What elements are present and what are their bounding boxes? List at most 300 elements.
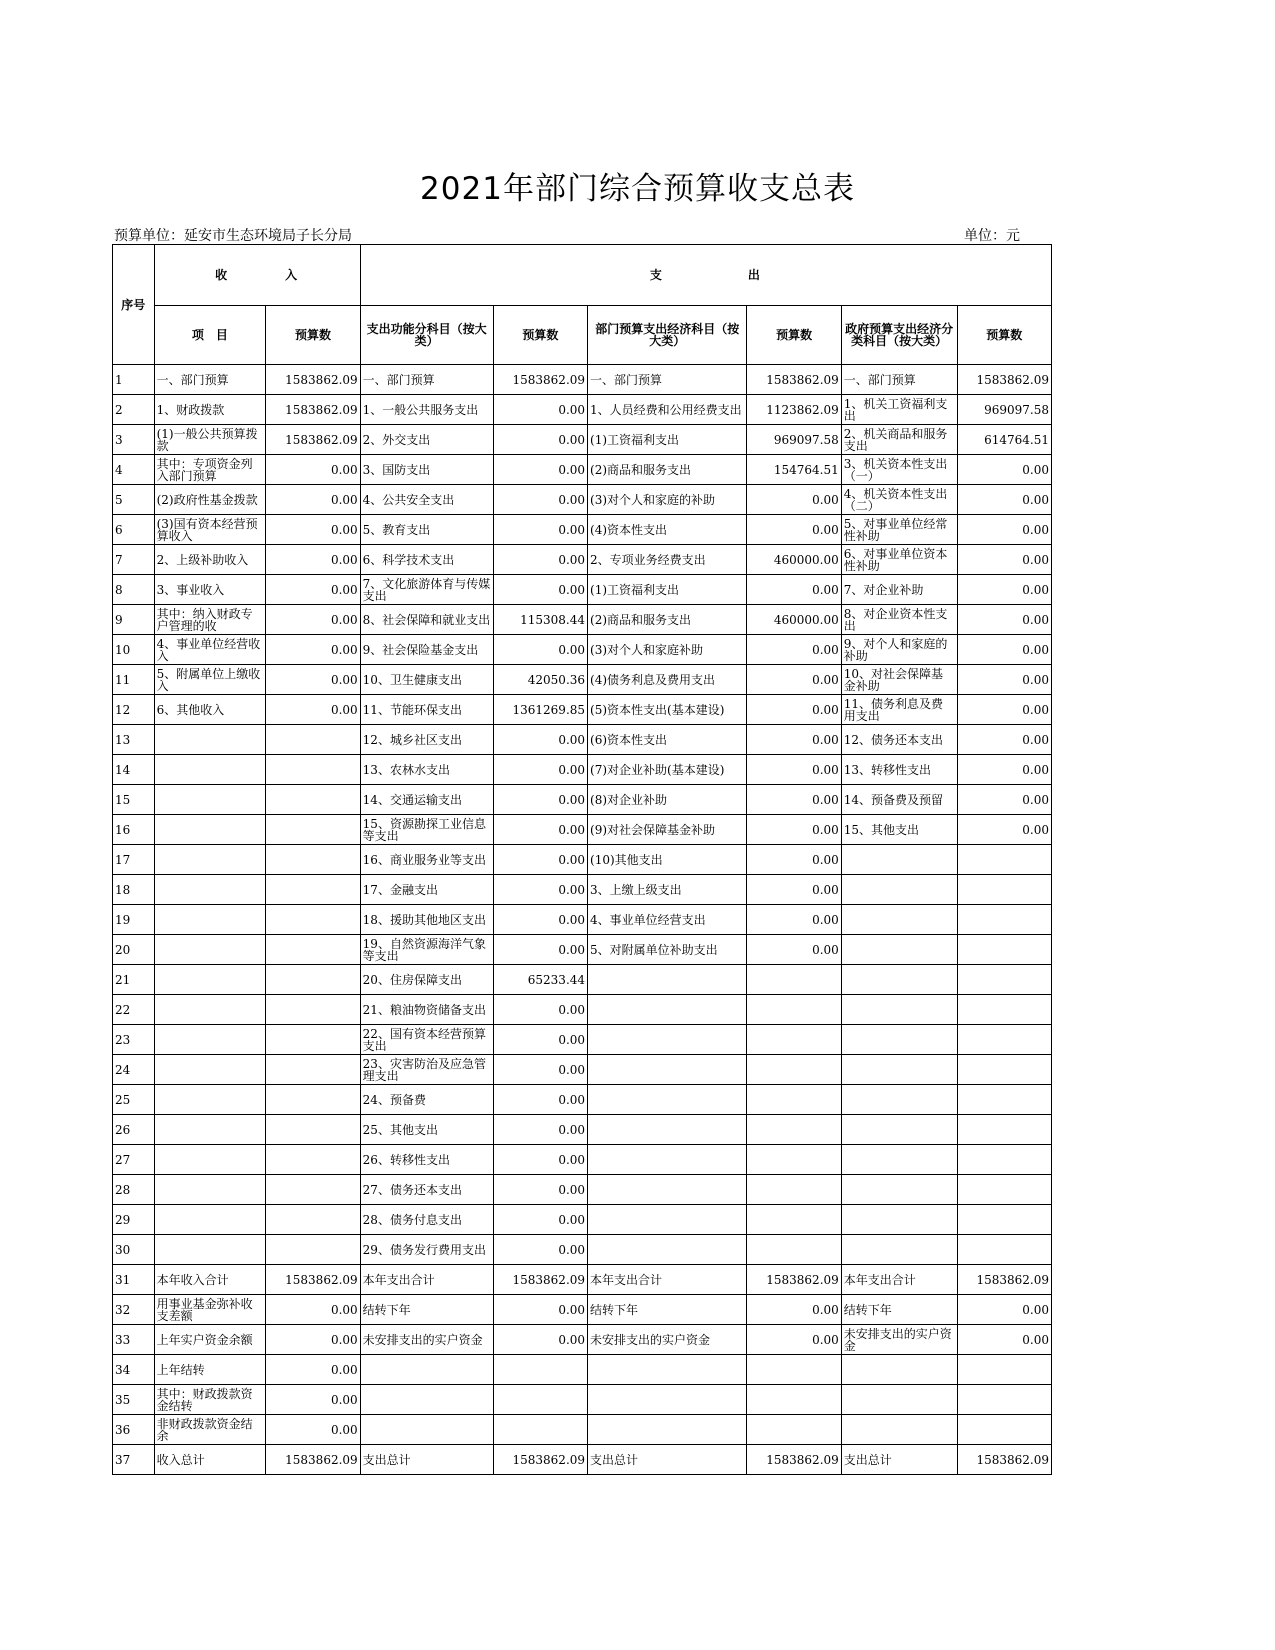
dept-item-cell: 5、对附属单位补助支出	[588, 935, 747, 965]
func-budget-cell: 0.00	[493, 575, 587, 605]
gov-budget-cell	[957, 1025, 1052, 1055]
gov-item-cell	[841, 845, 957, 875]
gov-budget-cell	[957, 965, 1052, 995]
dept-budget-cell: 460000.00	[747, 605, 841, 635]
dept-item-cell	[588, 995, 747, 1025]
gov-budget-cell: 0.00	[957, 1325, 1052, 1355]
row-seq-cell: 4	[113, 455, 155, 485]
dept-item-cell: (8)对企业补助	[588, 785, 747, 815]
row-seq-cell: 5	[113, 485, 155, 515]
income-item-cell	[154, 755, 266, 785]
func-budget-cell: 0.00	[493, 785, 587, 815]
dept-item-cell: (4)债务利息及费用支出	[588, 665, 747, 695]
dept-budget-cell: 0.00	[747, 1325, 841, 1355]
gov-item-cell: 4、机关资本性支出（二）	[841, 485, 957, 515]
dept-item-cell: 未安排支出的实户资金	[588, 1325, 747, 1355]
gov-budget-cell: 0.00	[957, 755, 1052, 785]
func-budget-cell: 0.00	[493, 725, 587, 755]
gov-budget-cell: 0.00	[957, 605, 1052, 635]
gov-item-cell: 支出总计	[841, 1445, 957, 1475]
table-row	[113, 1145, 1052, 1175]
income-item-cell: 本年收入合计	[154, 1265, 266, 1295]
dept-item-cell: 4、事业单位经营支出	[588, 905, 747, 935]
dept-budget-cell: 0.00	[747, 485, 841, 515]
dept-item-cell: (10)其他支出	[588, 845, 747, 875]
dept-item-cell: 1、人员经费和公用经费支出	[588, 395, 747, 425]
dept-item-cell	[588, 1055, 747, 1085]
row-seq-cell: 31	[113, 1265, 155, 1295]
row-seq-cell: 2	[113, 395, 155, 425]
func-budget-cell: 0.00	[493, 815, 587, 845]
func-budget-cell: 1583862.09	[493, 1445, 587, 1475]
gov-item-cell: 8、对企业资本性支出	[841, 605, 957, 635]
dept-budget-cell: 0.00	[747, 515, 841, 545]
row-seq-cell: 3	[113, 425, 155, 455]
gov-budget-cell: 1583862.09	[957, 365, 1052, 395]
dept-item-cell: (1)工资福利支出	[588, 575, 747, 605]
income-budget-cell: 0.00	[266, 695, 360, 725]
func-item-cell: 2、外交支出	[360, 425, 493, 455]
income-item-cell: 1、财政拨款	[154, 395, 266, 425]
gov-budget-cell: 0.00	[957, 815, 1052, 845]
func-item-cell: 15、资源勘探工业信息等支出	[360, 815, 493, 845]
income-budget-cell	[266, 935, 360, 965]
row-seq-cell: 21	[113, 965, 155, 995]
table-row	[113, 1055, 1052, 1085]
func-item-cell: 14、交通运输支出	[360, 785, 493, 815]
func-item-cell: 5、教育支出	[360, 515, 493, 545]
dept-item-cell: 2、专项业务经费支出	[588, 545, 747, 575]
row-seq-cell: 10	[113, 635, 155, 665]
func-budget-cell: 1361269.85	[493, 695, 587, 725]
dept-budget-cell	[747, 1145, 841, 1175]
dept-budget-cell: 0.00	[747, 1295, 841, 1325]
currency-unit-label: 单位：元	[964, 228, 1020, 244]
dept-item-cell: 结转下年	[588, 1295, 747, 1325]
dept-item-cell: (3)对个人和家庭补助	[588, 635, 747, 665]
row-seq-cell: 23	[113, 1025, 155, 1055]
income-item-cell: 用事业基金弥补收支差额	[154, 1295, 266, 1325]
income-item-cell	[154, 1175, 266, 1205]
page-title: 2021年部门综合预算收支总表	[420, 171, 855, 207]
dept-item-cell	[588, 1235, 747, 1265]
func-item-cell: 20、住房保障支出	[360, 965, 493, 995]
gov-budget-cell: 969097.58	[957, 395, 1052, 425]
dept-budget-cell: 0.00	[747, 815, 841, 845]
gov-budget-cell	[957, 1385, 1052, 1415]
row-seq-cell: 26	[113, 1115, 155, 1145]
dept-budget-cell	[747, 965, 841, 995]
row-seq-cell: 24	[113, 1055, 155, 1085]
income-item-cell	[154, 995, 266, 1025]
func-budget-header: 预算数	[493, 306, 587, 365]
dept-budget-cell: 1583862.09	[747, 365, 841, 395]
dept-item-cell: 本年支出合计	[588, 1265, 747, 1295]
income-budget-cell	[266, 965, 360, 995]
income-item-cell: 上年实户资金余额	[154, 1325, 266, 1355]
func-budget-cell	[493, 1415, 587, 1445]
income-item-cell	[154, 1235, 266, 1265]
gov-budget-cell: 1583862.09	[957, 1445, 1052, 1475]
table-row	[113, 665, 1052, 695]
gov-item-cell: 13、转移性支出	[841, 755, 957, 785]
func-item-cell: 12、城乡社区支出	[360, 725, 493, 755]
func-budget-cell: 1583862.09	[493, 365, 587, 395]
gov-budget-cell: 0.00	[957, 785, 1052, 815]
gov-budget-cell	[957, 935, 1052, 965]
func-item-cell: 9、社会保险基金支出	[360, 635, 493, 665]
income-budget-cell: 0.00	[266, 575, 360, 605]
dept-item-cell	[588, 1385, 747, 1415]
func-budget-cell: 0.00	[493, 875, 587, 905]
gov-item-cell	[841, 1115, 957, 1145]
dept-budget-cell	[747, 1055, 841, 1085]
dept-budget-cell: 0.00	[747, 635, 841, 665]
table-row	[113, 485, 1052, 515]
income-item-cell	[154, 965, 266, 995]
income-budget-cell: 1583862.09	[266, 365, 360, 395]
dept-budget-cell: 1583862.09	[747, 1265, 841, 1295]
income-item-cell: (2)政府性基金拨款	[154, 485, 266, 515]
dept-budget-cell	[747, 995, 841, 1025]
dept-budget-cell: 0.00	[747, 725, 841, 755]
income-item-cell	[154, 1055, 266, 1085]
dept-item-cell: (4)资本性支出	[588, 515, 747, 545]
dept-item-cell: 支出总计	[588, 1445, 747, 1475]
func-budget-cell: 0.00	[493, 995, 587, 1025]
dept-item-cell: (2)商品和服务支出	[588, 455, 747, 485]
income-budget-cell	[266, 1025, 360, 1055]
gov-budget-cell: 0.00	[957, 455, 1052, 485]
income-budget-cell: 0.00	[266, 1385, 360, 1415]
table-row	[113, 1445, 1052, 1475]
gov-budget-cell: 0.00	[957, 1295, 1052, 1325]
row-seq-cell: 15	[113, 785, 155, 815]
dept-budget-cell	[747, 1025, 841, 1055]
income-item-cell: 一、部门预算	[154, 365, 266, 395]
dept-budget-cell: 0.00	[747, 875, 841, 905]
gov-budget-cell: 0.00	[957, 725, 1052, 755]
income-budget-cell	[266, 755, 360, 785]
dept-budget-cell: 0.00	[747, 575, 841, 605]
income-budget-cell: 1583862.09	[266, 425, 360, 455]
table-row	[113, 935, 1052, 965]
income-budget-cell: 1583862.09	[266, 1265, 360, 1295]
income-budget-cell	[266, 815, 360, 845]
table-row	[113, 1355, 1052, 1385]
func-budget-cell: 0.00	[493, 485, 587, 515]
dept-budget-cell: 154764.51	[747, 455, 841, 485]
gov-item-cell: 一、部门预算	[841, 365, 957, 395]
func-budget-cell: 0.00	[493, 425, 587, 455]
table-row	[113, 1235, 1052, 1265]
gov-budget-cell	[957, 1415, 1052, 1445]
table-row	[113, 545, 1052, 575]
gov-budget-cell: 0.00	[957, 575, 1052, 605]
income-budget-cell	[266, 875, 360, 905]
dept-item-cell	[588, 965, 747, 995]
dept-budget-header: 预算数	[747, 306, 841, 365]
func-budget-cell: 0.00	[493, 1325, 587, 1355]
income-budget-cell	[266, 1205, 360, 1235]
dept-item-cell: (9)对社会保障基金补助	[588, 815, 747, 845]
row-seq-cell: 30	[113, 1235, 155, 1265]
dept-budget-cell	[747, 1175, 841, 1205]
gov-budget-cell	[957, 1355, 1052, 1385]
gov-item-cell: 5、对事业单位经常性补助	[841, 515, 957, 545]
income-budget-cell: 0.00	[266, 1355, 360, 1385]
income-budget-cell: 1583862.09	[266, 1445, 360, 1475]
func-budget-cell: 0.00	[493, 1025, 587, 1055]
func-budget-cell: 0.00	[493, 1055, 587, 1085]
header-row-bottom	[113, 306, 1052, 365]
dept-item-cell	[588, 1145, 747, 1175]
income-budget-cell	[266, 1235, 360, 1265]
gov-item-cell: 14、预备费及预留	[841, 785, 957, 815]
func-budget-cell: 0.00	[493, 1085, 587, 1115]
gov-item-cell: 12、债务还本支出	[841, 725, 957, 755]
table-row	[113, 1025, 1052, 1055]
income-item-cell: 4、事业单位经营收入	[154, 635, 266, 665]
gov-budget-cell	[957, 905, 1052, 935]
gov-item-cell	[841, 1205, 957, 1235]
func-item-cell: 24、预备费	[360, 1085, 493, 1115]
income-item-cell: 其中：纳入财政专户管理的收	[154, 605, 266, 635]
dept-budget-cell	[747, 1115, 841, 1145]
income-item-cell	[154, 1025, 266, 1055]
income-item-cell	[154, 1085, 266, 1115]
row-seq-cell: 18	[113, 875, 155, 905]
item-header: 项 目	[154, 306, 266, 365]
gov-budget-cell	[957, 875, 1052, 905]
func-item-cell: 6、科学技术支出	[360, 545, 493, 575]
row-seq-cell: 9	[113, 605, 155, 635]
func-item-cell: 21、粮油物资储备支出	[360, 995, 493, 1025]
income-item-cell: 非财政拨款资金结余	[154, 1415, 266, 1445]
gov-item-cell	[841, 875, 957, 905]
row-seq-cell: 36	[113, 1415, 155, 1445]
dept-item-cell: (3)对个人和家庭的补助	[588, 485, 747, 515]
table-row	[113, 515, 1052, 545]
func-item-cell: 16、商业服务业等支出	[360, 845, 493, 875]
gov-item-cell: 10、对社会保障基金补助	[841, 665, 957, 695]
func-item-cell: 未安排支出的实户资金	[360, 1325, 493, 1355]
gov-item-cell: 2、机关商品和服务支出	[841, 425, 957, 455]
func-budget-cell: 1583862.09	[493, 1265, 587, 1295]
gov-budget-cell: 614764.51	[957, 425, 1052, 455]
dept-item-cell: (2)商品和服务支出	[588, 605, 747, 635]
gov-budget-cell: 0.00	[957, 635, 1052, 665]
dept-budget-cell: 0.00	[747, 935, 841, 965]
gov-item-cell	[841, 1175, 957, 1205]
row-seq-cell: 8	[113, 575, 155, 605]
income-budget-header: 预算数	[266, 306, 360, 365]
income-item-cell	[154, 875, 266, 905]
dept-item-cell: 3、上缴上级支出	[588, 875, 747, 905]
gov-item-cell: 3、机关资本性支出（一）	[841, 455, 957, 485]
func-budget-cell: 0.00	[493, 845, 587, 875]
dept-budget-cell	[747, 1205, 841, 1235]
func-budget-cell: 0.00	[493, 1145, 587, 1175]
dept-item-cell	[588, 1415, 747, 1445]
func-budget-cell: 0.00	[493, 905, 587, 935]
func-category-header: 支出功能分科目（按大类）	[360, 306, 493, 365]
dept-budget-cell: 1583862.09	[747, 1445, 841, 1475]
income-budget-cell: 0.00	[266, 605, 360, 635]
gov-item-cell: 结转下年	[841, 1295, 957, 1325]
income-budget-cell: 0.00	[266, 635, 360, 665]
row-seq-cell: 27	[113, 1145, 155, 1175]
row-seq-cell: 11	[113, 665, 155, 695]
dept-category-header: 部门预算支出经济科目（按大类）	[588, 306, 747, 365]
expense-header: 支 出	[360, 245, 1051, 306]
row-seq-cell: 25	[113, 1085, 155, 1115]
gov-budget-cell: 1583862.09	[957, 1265, 1052, 1295]
table-row	[113, 1415, 1052, 1445]
budget-summary-table	[112, 244, 1052, 1475]
gov-item-cell: 1、机关工资福利支出	[841, 395, 957, 425]
table-row	[113, 815, 1052, 845]
income-budget-cell	[266, 1175, 360, 1205]
gov-budget-cell: 0.00	[957, 485, 1052, 515]
dept-item-cell: (1)工资福利支出	[588, 425, 747, 455]
table-row	[113, 695, 1052, 725]
income-budget-cell: 1583862.09	[266, 395, 360, 425]
dept-item-cell	[588, 1085, 747, 1115]
gov-item-cell	[841, 1085, 957, 1115]
dept-budget-cell: 0.00	[747, 905, 841, 935]
dept-budget-cell	[747, 1235, 841, 1265]
func-item-cell: 25、其他支出	[360, 1115, 493, 1145]
gov-budget-cell: 0.00	[957, 695, 1052, 725]
row-seq-cell: 35	[113, 1385, 155, 1415]
income-budget-cell	[266, 995, 360, 1025]
table-row	[113, 1175, 1052, 1205]
income-budget-cell: 0.00	[266, 1415, 360, 1445]
income-budget-cell: 0.00	[266, 1295, 360, 1325]
income-budget-cell: 0.00	[266, 515, 360, 545]
income-budget-cell	[266, 1085, 360, 1115]
func-budget-cell: 0.00	[493, 545, 587, 575]
func-budget-cell: 0.00	[493, 515, 587, 545]
income-budget-cell	[266, 725, 360, 755]
dept-budget-cell: 0.00	[747, 755, 841, 785]
func-item-cell: 29、债务发行费用支出	[360, 1235, 493, 1265]
seq-header: 序号	[113, 245, 155, 365]
table-row	[113, 785, 1052, 815]
dept-item-cell: (7)对企业补助(基本建设)	[588, 755, 747, 785]
row-seq-cell: 7	[113, 545, 155, 575]
income-budget-cell: 0.00	[266, 455, 360, 485]
func-item-cell	[360, 1385, 493, 1415]
gov-category-header: 政府预算支出经济分类科目（按大类）	[841, 306, 957, 365]
table-row	[113, 845, 1052, 875]
row-seq-cell: 20	[113, 935, 155, 965]
func-budget-cell: 0.00	[493, 455, 587, 485]
income-budget-cell	[266, 905, 360, 935]
table-row	[113, 755, 1052, 785]
gov-budget-cell	[957, 1205, 1052, 1235]
dept-item-cell: 一、部门预算	[588, 365, 747, 395]
table-row	[113, 635, 1052, 665]
gov-item-cell	[841, 1145, 957, 1175]
table-row	[113, 995, 1052, 1025]
gov-budget-cell: 0.00	[957, 665, 1052, 695]
func-item-cell: 28、债务付息支出	[360, 1205, 493, 1235]
income-item-cell: 上年结转	[154, 1355, 266, 1385]
row-seq-cell: 22	[113, 995, 155, 1025]
table-row	[113, 1205, 1052, 1235]
row-seq-cell: 6	[113, 515, 155, 545]
dept-budget-cell	[747, 1085, 841, 1115]
dept-budget-cell	[747, 1385, 841, 1415]
row-seq-cell: 1	[113, 365, 155, 395]
dept-item-cell	[588, 1175, 747, 1205]
row-seq-cell: 14	[113, 755, 155, 785]
dept-item-cell	[588, 1115, 747, 1145]
dept-budget-cell: 0.00	[747, 665, 841, 695]
func-budget-cell: 0.00	[493, 755, 587, 785]
table-row	[113, 1295, 1052, 1325]
income-item-cell	[154, 1205, 266, 1235]
income-item-cell	[154, 935, 266, 965]
gov-item-cell	[841, 905, 957, 935]
row-seq-cell: 12	[113, 695, 155, 725]
dept-budget-cell: 0.00	[747, 695, 841, 725]
row-seq-cell: 16	[113, 815, 155, 845]
gov-item-cell: 本年支出合计	[841, 1265, 957, 1295]
func-budget-cell: 0.00	[493, 635, 587, 665]
income-budget-cell	[266, 1115, 360, 1145]
func-item-cell: 3、国防支出	[360, 455, 493, 485]
func-item-cell: 26、转移性支出	[360, 1145, 493, 1175]
gov-budget-cell: 0.00	[957, 545, 1052, 575]
gov-item-cell	[841, 965, 957, 995]
row-seq-cell: 17	[113, 845, 155, 875]
func-budget-cell: 42050.36	[493, 665, 587, 695]
gov-item-cell	[841, 1055, 957, 1085]
func-budget-cell: 65233.44	[493, 965, 587, 995]
func-item-cell	[360, 1415, 493, 1445]
income-header: 收 入	[154, 245, 360, 306]
func-item-cell: 13、农林水支出	[360, 755, 493, 785]
row-seq-cell: 32	[113, 1295, 155, 1325]
gov-budget-cell	[957, 845, 1052, 875]
header-row-top	[113, 245, 1052, 306]
table-row	[113, 455, 1052, 485]
func-budget-cell: 0.00	[493, 1175, 587, 1205]
gov-budget-cell	[957, 1175, 1052, 1205]
table-row	[113, 365, 1052, 395]
table-row	[113, 1085, 1052, 1115]
gov-item-cell: 11、债务利息及费用支出	[841, 695, 957, 725]
income-item-cell: 6、其他收入	[154, 695, 266, 725]
func-item-cell: 4、公共安全支出	[360, 485, 493, 515]
dept-budget-cell: 1123862.09	[747, 395, 841, 425]
gov-item-cell: 15、其他支出	[841, 815, 957, 845]
func-item-cell: 8、社会保障和就业支出	[360, 605, 493, 635]
gov-item-cell	[841, 1235, 957, 1265]
func-item-cell: 结转下年	[360, 1295, 493, 1325]
func-item-cell: 一、部门预算	[360, 365, 493, 395]
income-budget-cell: 0.00	[266, 485, 360, 515]
table-row	[113, 605, 1052, 635]
func-item-cell: 22、国有资本经营预算支出	[360, 1025, 493, 1055]
income-item-cell	[154, 725, 266, 755]
dept-budget-cell: 969097.58	[747, 425, 841, 455]
gov-item-cell: 未安排支出的实户资金	[841, 1325, 957, 1355]
row-seq-cell: 19	[113, 905, 155, 935]
